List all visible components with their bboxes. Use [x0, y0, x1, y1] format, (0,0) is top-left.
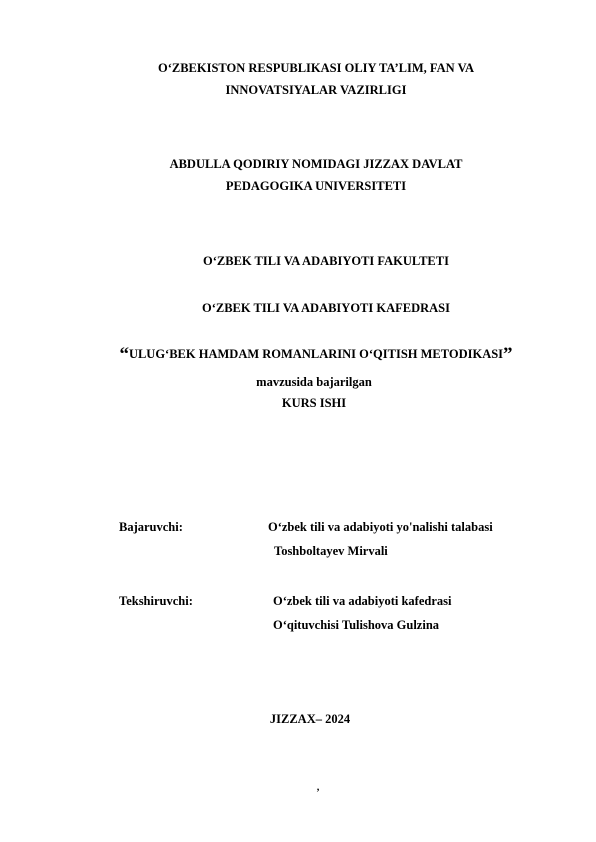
reviewer-name: O‘qituvchisi Tulishova Gulzina	[273, 618, 440, 632]
reviewer-description: O‘zbek tili va adabiyoti kafedrasi	[273, 594, 452, 608]
topic-title	[18, 346, 596, 363]
ministry-line-2: INNOVATSIYALAR VAZIRLIGI	[225, 83, 407, 97]
topic-title-text: ULUG‘BEK HAMDAM ROMANLARINI O‘QITISH METODIKASI	[128, 347, 504, 361]
reviewer-label: Tekshiruvchi:	[119, 594, 193, 608]
city-year: JIZZAX– 2024	[269, 712, 351, 726]
performer-name: Toshboltayev Mirvali	[274, 544, 388, 558]
performer-label: Bajaruvchi:	[119, 520, 183, 534]
topic-close-quote: ”	[503, 344, 513, 365]
department-name: O‘ZBEK TILI VA ADABIYOTI KAFEDRASI	[202, 301, 450, 315]
performer-description: O‘zbek tili va adabiyoti yo'nalishi talabasi	[268, 520, 493, 534]
topic-open-quote: “	[119, 344, 129, 365]
ministry-line-1: O‘ZBEKISTON RESPUBLIKASI OLIY TA’LIM, FAN VA	[157, 61, 475, 75]
university-line-1: ABDULLA QODIRIY NOMIDAGI JIZZAX DAVLAT	[169, 157, 463, 171]
topic-subtitle: mavzusida bajarilgan	[256, 375, 372, 389]
university-line-2: PEDAGOGIKA UNIVERSITETI	[225, 179, 407, 193]
faculty-name: O‘ZBEK TILI VA ADABIYOTI FAKULTETI	[203, 254, 449, 268]
work-type: KURS ISHI	[281, 396, 347, 410]
footer-mark: ‚	[316, 782, 320, 793]
